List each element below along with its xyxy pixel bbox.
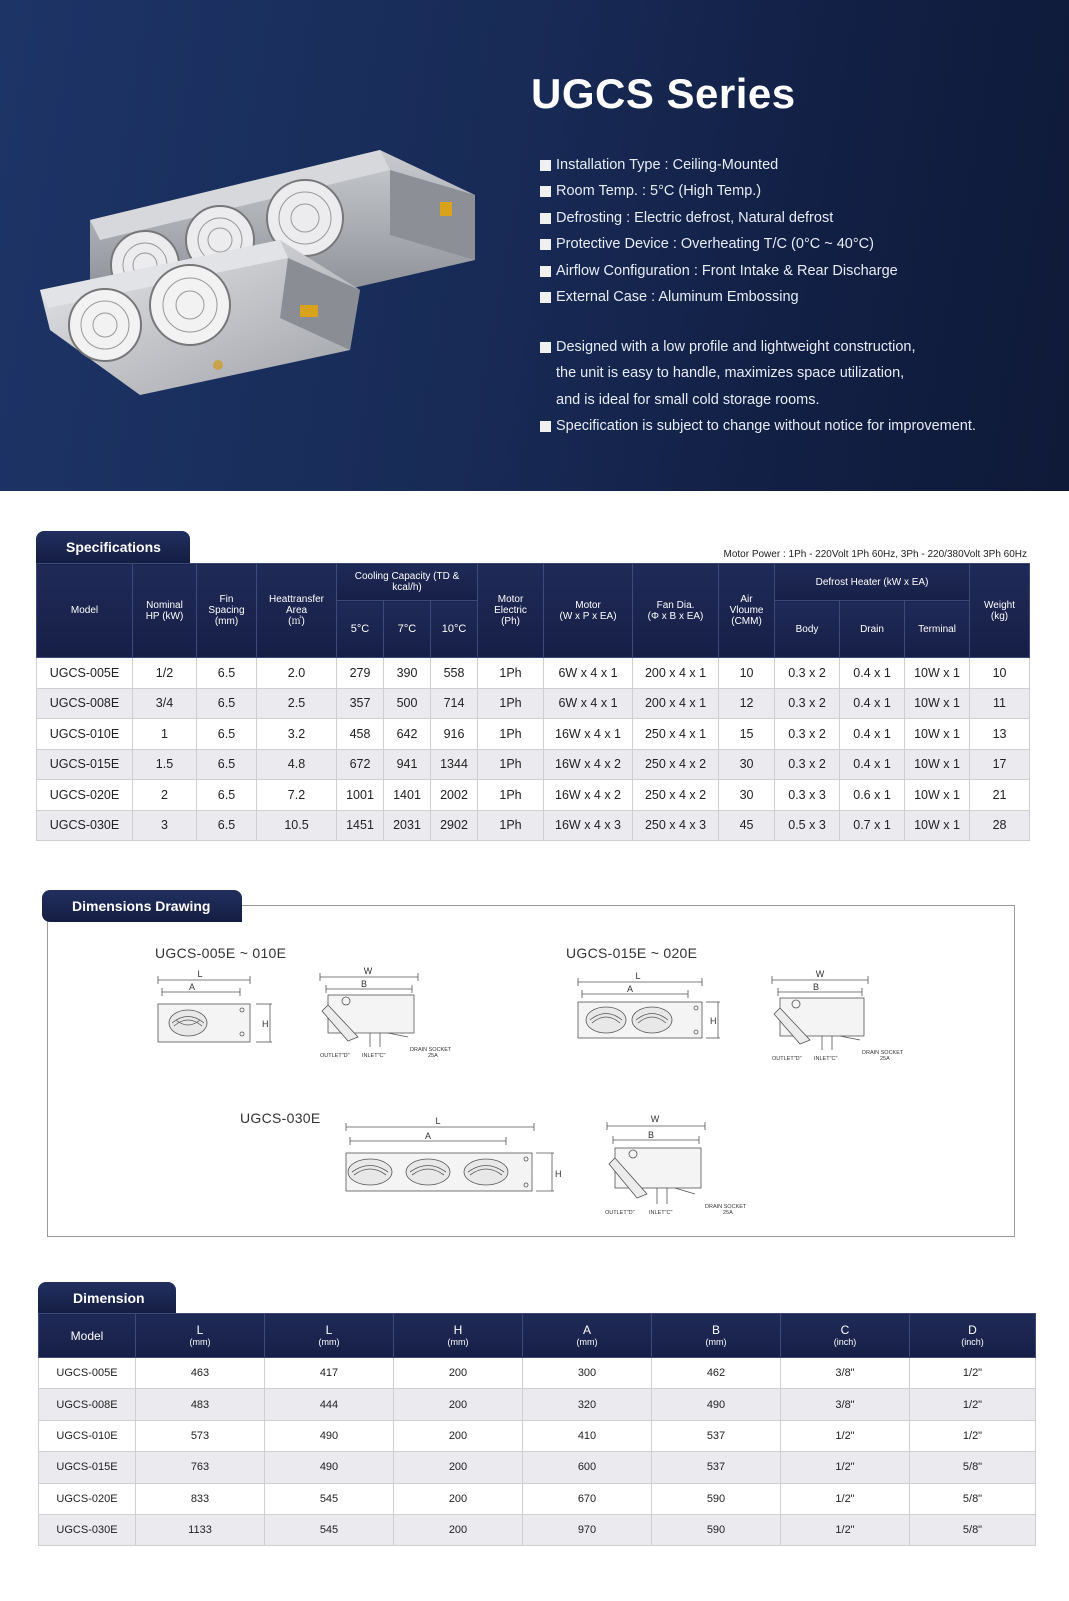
table-cell: 6.5 — [197, 658, 257, 689]
table-cell: 545 — [265, 1483, 394, 1514]
header-fin: Fin Spacing (mm) — [197, 564, 257, 658]
table-cell: 3/4 — [133, 688, 197, 719]
table-cell: 0.4 x 1 — [840, 749, 905, 780]
table-cell: 0.6 x 1 — [840, 780, 905, 811]
drawing-group-title: UGCS-015E ~ 020E — [566, 945, 698, 961]
dimension-header: Model — [39, 1314, 136, 1358]
header-fan: Fan Dia. (Φ x B x EA) — [633, 564, 719, 658]
page-title: UGCS Series — [531, 70, 796, 117]
header-defrost: Defrost Heater (kW x EA) — [775, 564, 970, 601]
table-cell: 16W x 4 x 1 — [544, 719, 633, 750]
model-cell: UGCS-020E — [39, 1483, 136, 1514]
table-cell: 3.2 — [257, 719, 337, 750]
table-cell: 16W x 4 x 3 — [544, 810, 633, 841]
table-cell: 5/8" — [910, 1514, 1036, 1545]
front-view-drawing — [340, 1115, 580, 1205]
model-cell: UGCS-008E — [37, 688, 133, 719]
table-cell: 200 — [394, 1452, 523, 1483]
table-cell: 0.4 x 1 — [840, 658, 905, 689]
table-cell: 0.4 x 1 — [840, 719, 905, 750]
table-cell: 3/8" — [781, 1389, 910, 1420]
table-cell: 6.5 — [197, 780, 257, 811]
feature-item: External Case : Aluminum Embossing — [540, 284, 1050, 310]
table-cell: 250 x 4 x 2 — [633, 780, 719, 811]
table-cell: 537 — [652, 1452, 781, 1483]
svg-text:L: L — [635, 971, 641, 981]
table-cell: 1/2" — [910, 1389, 1036, 1420]
table-cell: 300 — [523, 1358, 652, 1389]
table-cell: 250 x 4 x 2 — [633, 749, 719, 780]
table-row — [39, 1483, 1036, 1514]
table-cell: 10.5 — [257, 810, 337, 841]
table-cell: 444 — [265, 1389, 394, 1420]
feature-list — [540, 152, 1050, 310]
table-cell: 5/8" — [910, 1452, 1036, 1483]
bullet-square-icon — [540, 239, 551, 250]
feature-item: Airflow Configuration : Front Intake & Rear Discharge — [540, 258, 1050, 284]
table-cell: 0.4 x 1 — [840, 688, 905, 719]
side-view-drawing — [605, 1112, 765, 1222]
drawing-group-title: UGCS-005E ~ 010E — [155, 945, 287, 961]
table-cell: 11 — [970, 688, 1030, 719]
product-illustration — [30, 140, 510, 410]
table-cell: 941 — [384, 749, 431, 780]
table-cell: 1Ph — [478, 810, 544, 841]
header-model: Model — [37, 564, 133, 658]
table-cell: 250 x 4 x 1 — [633, 719, 719, 750]
table-row — [37, 658, 1030, 689]
table-cell: 2.5 — [257, 688, 337, 719]
table-cell: 10W x 1 — [905, 749, 970, 780]
dimension-header: D (inch) — [910, 1314, 1036, 1358]
table-row — [37, 719, 1030, 750]
table-cell: 1/2" — [910, 1420, 1036, 1451]
table-cell: 2002 — [431, 780, 478, 811]
table-cell: 0.7 x 1 — [840, 810, 905, 841]
table-cell: 1401 — [384, 780, 431, 811]
dimension-header: A (mm) — [523, 1314, 652, 1358]
table-cell: 714 — [431, 688, 478, 719]
table-cell: 1/2" — [910, 1358, 1036, 1389]
table-cell: 6W x 4 x 1 — [544, 688, 633, 719]
table-cell: 10W x 1 — [905, 719, 970, 750]
model-cell: UGCS-010E — [37, 719, 133, 750]
table-cell: 10 — [719, 658, 775, 689]
header-defrost-body: Body — [775, 601, 840, 658]
table-cell: 1133 — [136, 1514, 265, 1545]
table-cell: 10W x 1 — [905, 688, 970, 719]
table-cell: 3/8" — [781, 1358, 910, 1389]
svg-text:INLET"C": INLET"C" — [649, 1210, 673, 1216]
table-cell: 1451 — [337, 810, 384, 841]
table-cell: 30 — [719, 749, 775, 780]
svg-text:W: W — [650, 1114, 660, 1124]
table-cell: 590 — [652, 1483, 781, 1514]
header-motor-electric: Motor Electric (Ph) — [478, 564, 544, 658]
svg-text:DRAIN SOCKET: DRAIN SOCKET — [705, 1204, 747, 1210]
table-cell: 1/2" — [781, 1514, 910, 1545]
table-row — [39, 1514, 1036, 1545]
table-cell: 10W x 1 — [905, 780, 970, 811]
table-cell: 13 — [970, 719, 1030, 750]
table-cell: 10W x 1 — [905, 810, 970, 841]
table-row — [37, 780, 1030, 811]
table-cell: 417 — [265, 1358, 394, 1389]
table-cell: 200 — [394, 1389, 523, 1420]
table-cell: 1Ph — [478, 719, 544, 750]
svg-text:L: L — [435, 1116, 441, 1126]
svg-text:H: H — [710, 1016, 717, 1026]
table-cell: 45 — [719, 810, 775, 841]
note-item: and is ideal for small cold storage rooms. — [556, 391, 820, 408]
svg-text:DRAIN SOCKET: DRAIN SOCKET — [410, 1047, 452, 1053]
model-cell: UGCS-005E — [37, 658, 133, 689]
svg-text:L: L — [197, 969, 203, 979]
dimension-header: L (mm) — [265, 1314, 394, 1358]
svg-text:H: H — [262, 1019, 269, 1029]
table-cell: 1/2 — [133, 658, 197, 689]
front-view-drawing — [150, 968, 290, 1048]
dimension-table — [38, 1313, 1036, 1546]
table-cell: 2902 — [431, 810, 478, 841]
header-area: Heattransfer Area (㎡) — [257, 564, 337, 658]
table-row — [39, 1358, 1036, 1389]
svg-text:A: A — [188, 982, 196, 992]
table-cell: 1Ph — [478, 658, 544, 689]
table-row — [37, 749, 1030, 780]
table-cell: 0.3 x 2 — [775, 749, 840, 780]
dimension-tab: Dimension — [38, 1282, 176, 1314]
table-cell: 21 — [970, 780, 1030, 811]
table-cell: 10W x 1 — [905, 658, 970, 689]
table-cell: 670 — [523, 1483, 652, 1514]
specifications-table — [36, 563, 1030, 841]
note-item: Designed with a low profile and lightweight construction, — [540, 334, 1050, 360]
table-cell: 458 — [337, 719, 384, 750]
bullet-square-icon — [540, 266, 551, 277]
table-cell: 6.5 — [197, 749, 257, 780]
table-cell: 463 — [136, 1358, 265, 1389]
table-cell: 833 — [136, 1483, 265, 1514]
table-row — [37, 688, 1030, 719]
dimension-header: H (mm) — [394, 1314, 523, 1358]
svg-text:OUTLET"D": OUTLET"D" — [320, 1053, 350, 1059]
notes-list — [540, 334, 1050, 440]
hero-banner — [0, 0, 1069, 491]
table-cell: 2 — [133, 780, 197, 811]
side-view-drawing — [770, 968, 930, 1068]
table-cell: 916 — [431, 719, 478, 750]
table-cell: 0.5 x 3 — [775, 810, 840, 841]
table-cell: 17 — [970, 749, 1030, 780]
table-row — [39, 1389, 1036, 1420]
svg-text:25A: 25A — [428, 1053, 438, 1059]
model-cell: UGCS-005E — [39, 1358, 136, 1389]
table-cell: 1/2" — [781, 1452, 910, 1483]
feature-item: Room Temp. : 5°C (High Temp.) — [540, 178, 1050, 204]
bullet-square-icon — [540, 160, 551, 171]
table-cell: 490 — [265, 1420, 394, 1451]
bullet-square-icon — [540, 292, 551, 303]
table-cell: 28 — [970, 810, 1030, 841]
front-view-drawing — [572, 970, 732, 1050]
svg-text:W: W — [363, 966, 373, 976]
table-cell: 1/2" — [781, 1483, 910, 1514]
table-cell: 200 x 4 x 1 — [633, 688, 719, 719]
table-cell: 4.8 — [257, 749, 337, 780]
model-cell: UGCS-015E — [37, 749, 133, 780]
model-cell: UGCS-015E — [39, 1452, 136, 1483]
note-item: the unit is easy to handle, maximizes space utilization, — [556, 365, 905, 382]
table-cell: 3 — [133, 810, 197, 841]
dimension-header: B (mm) — [652, 1314, 781, 1358]
bullet-square-icon — [540, 342, 551, 353]
table-cell: 0.3 x 2 — [775, 658, 840, 689]
table-cell: 2.0 — [257, 658, 337, 689]
table-cell: 5/8" — [910, 1483, 1036, 1514]
table-cell: 483 — [136, 1389, 265, 1420]
table-cell: 1/2" — [781, 1420, 910, 1451]
table-cell: 200 x 4 x 1 — [633, 658, 719, 689]
header-cooling: Cooling Capacity (TD & kcal/h) — [337, 564, 478, 601]
header-cooling-7c: 7°C — [384, 601, 431, 658]
svg-text:W: W — [815, 969, 825, 979]
table-cell: 357 — [337, 688, 384, 719]
table-cell: 10 — [970, 658, 1030, 689]
table-cell: 16W x 4 x 2 — [544, 780, 633, 811]
header-cooling-5c: 5°C — [337, 601, 384, 658]
header-hp: Nominal HP (kW) — [133, 564, 197, 658]
header-cooling-10c: 10°C — [431, 601, 478, 658]
model-cell: UGCS-030E — [39, 1514, 136, 1545]
model-cell: UGCS-020E — [37, 780, 133, 811]
table-cell: 410 — [523, 1420, 652, 1451]
table-cell: 970 — [523, 1514, 652, 1545]
header-weight: Weight (kg) — [970, 564, 1030, 658]
header-defrost-terminal: Terminal — [905, 601, 970, 658]
svg-text:B: B — [812, 982, 820, 992]
table-cell: 6W x 4 x 1 — [544, 658, 633, 689]
table-cell: 763 — [136, 1452, 265, 1483]
svg-text:25A: 25A — [880, 1056, 890, 1062]
model-cell: UGCS-010E — [39, 1420, 136, 1451]
table-cell: 250 x 4 x 3 — [633, 810, 719, 841]
svg-text:25A: 25A — [723, 1210, 733, 1216]
table-cell: 642 — [384, 719, 431, 750]
table-cell: 1.5 — [133, 749, 197, 780]
table-cell: 1344 — [431, 749, 478, 780]
table-cell: 0.3 x 2 — [775, 719, 840, 750]
table-cell: 200 — [394, 1514, 523, 1545]
table-cell: 1Ph — [478, 780, 544, 811]
dimension-header: L (mm) — [136, 1314, 265, 1358]
table-cell: 490 — [265, 1452, 394, 1483]
table-cell: 0.3 x 3 — [775, 780, 840, 811]
feature-item: Protective Device : Overheating T/C (0°C ~ 40°C) — [540, 231, 1050, 257]
table-cell: 490 — [652, 1389, 781, 1420]
svg-text:INLET"C": INLET"C" — [362, 1053, 386, 1059]
table-cell: 15 — [719, 719, 775, 750]
table-cell: 6.5 — [197, 688, 257, 719]
svg-text:DRAIN SOCKET: DRAIN SOCKET — [862, 1050, 904, 1056]
table-cell: 1Ph — [478, 688, 544, 719]
table-row — [39, 1420, 1036, 1451]
table-row — [39, 1452, 1036, 1483]
table-cell: 200 — [394, 1358, 523, 1389]
table-cell: 500 — [384, 688, 431, 719]
table-cell: 573 — [136, 1420, 265, 1451]
table-cell: 2031 — [384, 810, 431, 841]
dimension-header: C (inch) — [781, 1314, 910, 1358]
svg-text:B: B — [360, 979, 368, 989]
table-cell: 672 — [337, 749, 384, 780]
table-cell: 6.5 — [197, 719, 257, 750]
svg-text:OUTLET"D": OUTLET"D" — [605, 1210, 635, 1216]
side-view-drawing — [318, 965, 478, 1065]
table-cell: 600 — [523, 1452, 652, 1483]
header-defrost-drain: Drain — [840, 601, 905, 658]
table-cell: 1Ph — [478, 749, 544, 780]
drawing-group-title: UGCS-030E — [240, 1110, 321, 1126]
table-cell: 6.5 — [197, 810, 257, 841]
model-cell: UGCS-008E — [39, 1389, 136, 1420]
table-row — [37, 810, 1030, 841]
header-air: Air Vloume (CMM) — [719, 564, 775, 658]
table-cell: 558 — [431, 658, 478, 689]
dimensions-drawing-tab: Dimensions Drawing — [42, 890, 242, 922]
svg-text:A: A — [424, 1131, 432, 1141]
svg-text:INLET"C": INLET"C" — [814, 1056, 838, 1062]
table-cell: 200 — [394, 1420, 523, 1451]
table-cell: 590 — [652, 1514, 781, 1545]
model-cell: UGCS-030E — [37, 810, 133, 841]
svg-text:A: A — [626, 984, 634, 994]
table-cell: 7.2 — [257, 780, 337, 811]
svg-text:OUTLET"D": OUTLET"D" — [772, 1056, 802, 1062]
header-motor: Motor (W x P x EA) — [544, 564, 633, 658]
feature-item: Defrosting : Electric defrost, Natural defrost — [540, 205, 1050, 231]
table-cell: 462 — [652, 1358, 781, 1389]
table-cell: 1001 — [337, 780, 384, 811]
bullet-square-icon — [540, 186, 551, 197]
table-cell: 279 — [337, 658, 384, 689]
table-cell: 16W x 4 x 2 — [544, 749, 633, 780]
table-cell: 30 — [719, 780, 775, 811]
svg-text:H: H — [555, 1169, 562, 1179]
note-item: Specification is subject to change without notice for improvement. — [540, 413, 1050, 439]
table-cell: 12 — [719, 688, 775, 719]
specifications-tab: Specifications — [36, 531, 190, 563]
table-cell: 545 — [265, 1514, 394, 1545]
motor-power-note: Motor Power : 1Ph - 220Volt 1Ph 60Hz, 3Ph - 220/380Volt 3Ph 60Hz — [723, 549, 1027, 560]
bullet-square-icon — [540, 421, 551, 432]
feature-item: Installation Type : Ceiling-Mounted — [540, 152, 1050, 178]
table-cell: 1 — [133, 719, 197, 750]
table-cell: 320 — [523, 1389, 652, 1420]
table-cell: 0.3 x 2 — [775, 688, 840, 719]
table-cell: 390 — [384, 658, 431, 689]
svg-text:B: B — [647, 1130, 655, 1140]
bullet-square-icon — [540, 213, 551, 224]
table-cell: 537 — [652, 1420, 781, 1451]
table-cell: 200 — [394, 1483, 523, 1514]
